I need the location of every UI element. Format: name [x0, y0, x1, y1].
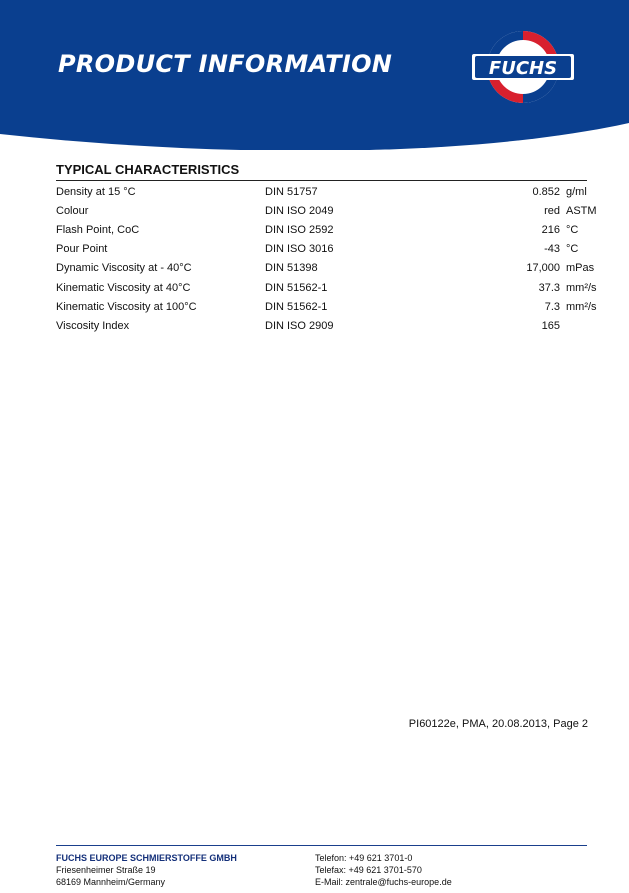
method-cell: DIN 51398: [265, 262, 318, 275]
footer-email: E-Mail: zentrale@fuchs-europe.de: [315, 877, 452, 887]
logo-text: FUCHS: [488, 58, 558, 79]
value-cell: 37.3: [538, 281, 560, 294]
unit-cell: g/ml: [566, 185, 587, 198]
unit-cell: mm²/s: [566, 281, 597, 294]
value-cell: 216: [541, 223, 560, 236]
footer-divider: [56, 845, 587, 846]
value-cell: -43: [544, 243, 560, 256]
property-cell: Dynamic Viscosity at - 40°C: [56, 262, 192, 275]
property-cell: Kinematic Viscosity at 40°C: [56, 281, 191, 294]
value-cell: 0.852: [532, 185, 560, 198]
unit-cell: mPas: [566, 262, 595, 275]
table-row: [56, 316, 606, 335]
section-title: TYPICAL CHARACTERISTICS: [56, 162, 240, 177]
property-cell: Pour Point: [56, 243, 108, 256]
footer-company: FUCHS EUROPE SCHMIERSTOFFE GMBH: [56, 853, 237, 863]
property-cell: Flash Point, CoC: [56, 223, 140, 236]
property-cell: Kinematic Viscosity at 100°C: [56, 300, 197, 313]
footer-street: Friesenheimer Straße 19: [56, 865, 156, 875]
table-row: [56, 220, 606, 239]
table-row: [56, 240, 606, 259]
page-title: PRODUCT INFORMATION: [58, 50, 393, 78]
method-cell: DIN ISO 2592: [265, 223, 334, 236]
value-cell: 165: [541, 319, 560, 332]
table-row: [56, 182, 606, 201]
unit-cell: ASTM: [566, 204, 597, 217]
footer-fax: Telefax: +49 621 3701-570: [315, 865, 422, 875]
footer-city: 68169 Mannheim/Germany: [56, 877, 166, 887]
property-cell: Colour: [56, 204, 89, 217]
method-cell: DIN ISO 2049: [265, 204, 334, 217]
footer-phone: Telefon: +49 621 3701-0: [315, 853, 413, 863]
unit-cell: [560, 316, 606, 335]
page-reference: PI60122e, PMA, 20.08.2013, Page 2: [408, 718, 588, 730]
value-cell: 7.3: [544, 300, 560, 313]
section-divider: [56, 180, 587, 181]
property-cell: Density at 15 °C: [56, 185, 136, 198]
method-cell: DIN ISO 2909: [265, 319, 334, 332]
characteristics-table: [56, 182, 606, 336]
footer-address: [56, 852, 237, 888]
fuchs-logo: [470, 24, 576, 110]
method-cell: DIN 51562-1: [265, 300, 328, 313]
property-cell: Viscosity Index: [56, 319, 130, 332]
unit-cell: °C: [566, 243, 579, 256]
method-cell: DIN ISO 3016: [265, 243, 334, 256]
unit-cell: mm²/s: [566, 300, 597, 313]
table-row: [56, 259, 606, 278]
value-cell: red: [544, 204, 560, 217]
table-row: [56, 278, 606, 297]
table-row: [56, 201, 606, 220]
value-cell: 17,000: [526, 262, 560, 275]
unit-cell: °C: [566, 223, 579, 236]
table-row: [56, 297, 606, 316]
footer-contact: [315, 852, 452, 888]
method-cell: DIN 51562-1: [265, 281, 328, 294]
method-cell: DIN 51757: [265, 185, 318, 198]
